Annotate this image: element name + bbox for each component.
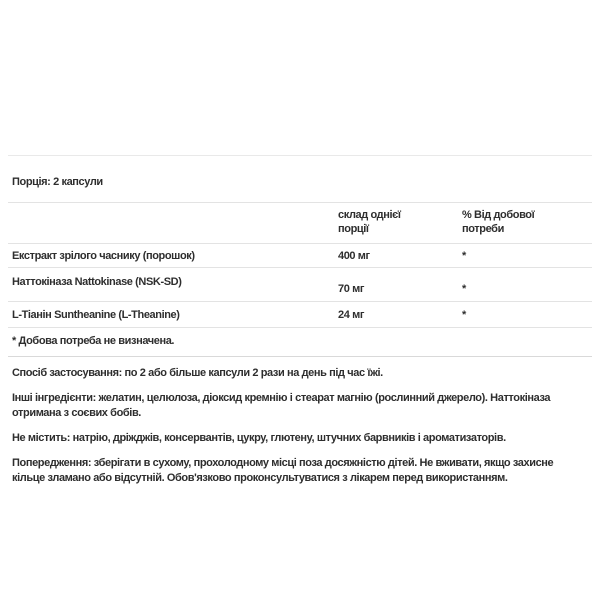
- column-header-daily-value: % Від добової потреби: [462, 209, 535, 235]
- contains-no-paragraph: Не містить: натрію, дріжджів, консервантів, цукру, глютену, штучних барвників і ароматизаторів.: [12, 432, 506, 444]
- ingredient-daily-value: *: [462, 250, 466, 262]
- table-row: [8, 268, 592, 301]
- table-bottom-divider: [8, 356, 592, 357]
- table-row: [8, 302, 592, 327]
- column-header-amount-per-serving: склад однієї порції: [338, 209, 401, 235]
- supplement-facts-panel: [8, 155, 592, 486]
- ingredient-name: Екстракт зрілого часнику (порошок): [12, 250, 195, 262]
- top-whitespace: [0, 0, 600, 155]
- header-ingredient-spacer: [12, 203, 338, 243]
- ingredient-name: Наттокіназа Nattokinase (NSK-SD): [12, 276, 182, 288]
- ingredient-name: L-Тіанін Suntheanine (L-Theanine): [12, 309, 180, 321]
- daily-value-footnote: * Добова потреба не визначена.: [12, 335, 175, 347]
- ingredient-daily-value: *: [462, 283, 466, 295]
- table-row: [8, 244, 592, 267]
- ingredient-amount: 24 мг: [338, 309, 365, 321]
- table-header-row: [8, 203, 592, 243]
- ingredient-daily-value: *: [462, 309, 466, 321]
- ingredient-amount: 70 мг: [338, 283, 365, 295]
- serving-size-label: Порція: 2 капсули: [12, 176, 103, 188]
- ingredient-amount: 400 мг: [338, 250, 370, 262]
- warning-paragraph: Попередження: зберігати в сухому, прохолодному місці поза досяжністю дітей. Не вживати, якщо захисне кільце зламано або відсутній. Обов'язково проконсультуватися з лікарем перед використанням.: [12, 457, 554, 484]
- other-ingredients-paragraph: Інші інгредієнти: желатин, целюлоза, діоксид кремнію і стеарат магнію (рослинний джерело). Наттокіназа отримана з соєвих бобів.: [12, 392, 551, 419]
- suggested-use-paragraph: Спосіб застосування: по 2 або більше капсули 2 рази на день під час їжі.: [12, 367, 383, 379]
